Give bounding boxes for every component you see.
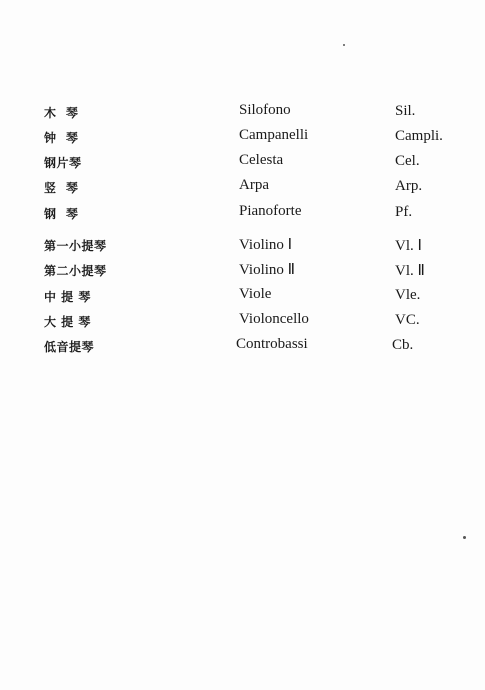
italian-name: Violoncello (239, 311, 309, 327)
italian-name: Controbassi (236, 336, 308, 352)
chinese-name: 木 琴 (44, 106, 79, 120)
abbreviation: Cb. (392, 337, 414, 353)
instrument-row-glockenspiel (0, 129, 485, 153)
abbreviation: Sil. (395, 103, 416, 119)
abbreviation: Arp. (395, 178, 423, 194)
chinese-name: 大 提 琴 (44, 315, 91, 329)
abbreviation: VC. (395, 312, 420, 328)
abbreviation: Campli. (395, 128, 443, 144)
chinese-name: 钟 琴 (44, 131, 79, 145)
italian-name: Silofono (239, 102, 291, 118)
abbreviation: Vl. Ⅰ (395, 238, 422, 254)
instrument-row-piano (0, 205, 485, 229)
instrument-row-harp (0, 179, 485, 203)
instrument-row-violin-1 (0, 237, 485, 261)
chinese-name: 中 提 琴 (44, 290, 91, 304)
chinese-name: 第一小提琴 (44, 239, 107, 253)
chinese-name: 钢 琴 (44, 207, 79, 221)
abbreviation: Vle. (395, 287, 421, 303)
italian-name: Viole (239, 286, 272, 302)
italian-name: Violino Ⅱ (239, 262, 296, 278)
instrument-row-cello (0, 313, 485, 337)
abbreviation: Vl. Ⅱ (395, 263, 425, 279)
instrument-row-double-bass (0, 338, 485, 362)
instrument-row-violin-2 (0, 262, 485, 286)
chinese-name: 低音提琴 (44, 340, 95, 354)
scan-speck (463, 536, 466, 539)
italian-name: Campanelli (239, 127, 309, 143)
abbreviation: Cel. (395, 153, 420, 169)
italian-name: Celesta (239, 152, 284, 168)
italian-name: Arpa (239, 177, 269, 193)
italian-name: Violino Ⅰ (239, 237, 293, 253)
abbreviation: Pf. (395, 204, 413, 220)
chinese-name: 第二小提琴 (44, 264, 107, 278)
chinese-name: 竖 琴 (44, 181, 79, 195)
scan-speck (343, 44, 345, 46)
chinese-name: 钢片琴 (44, 156, 82, 170)
italian-name: Pianoforte (239, 203, 302, 219)
instrument-row-viola (0, 288, 485, 312)
instrument-row-xylophone (0, 104, 485, 128)
instrument-row-celesta (0, 154, 485, 178)
